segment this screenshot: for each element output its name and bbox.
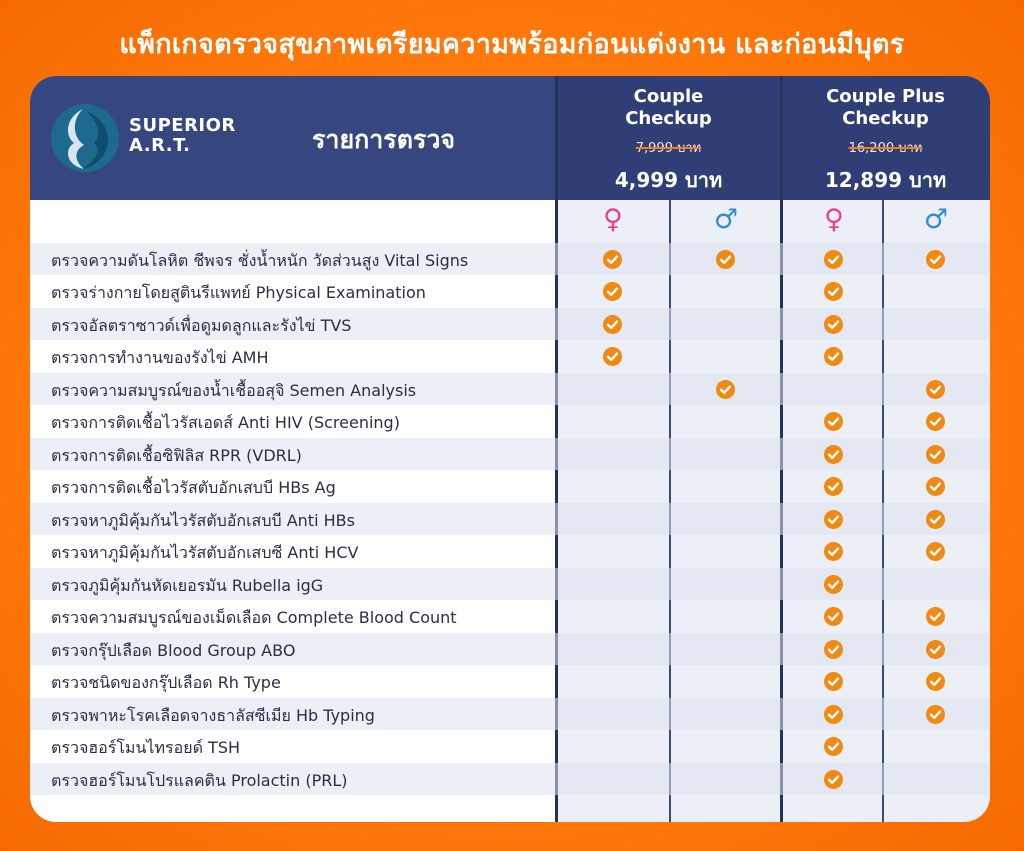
table-row <box>30 438 990 471</box>
table-row <box>30 503 990 536</box>
check-icon <box>603 347 622 366</box>
table-row <box>30 535 990 568</box>
superior-art-logo-icon <box>50 103 120 173</box>
check-icon <box>926 380 945 399</box>
package-couple-checkup <box>556 76 781 200</box>
check-icon <box>824 640 843 659</box>
check-icon <box>824 510 843 529</box>
check-icon <box>824 347 843 366</box>
female-icon: ♀ <box>603 204 623 235</box>
check-icon <box>926 510 945 529</box>
check-icon <box>926 477 945 496</box>
item-label: ตรวจการติดเชื้อไวรัสตับอักเสบบี HBs Ag <box>51 478 336 497</box>
table-row <box>30 730 990 763</box>
item-label: ตรวจหาภูมิคุ้มกันไวรัสตับอักเสบซี Anti HCV <box>51 543 359 562</box>
item-label: ตรวจความสมบูรณ์ของเม็ดเลือด Complete Blood Count <box>51 608 457 627</box>
check-icon <box>716 380 735 399</box>
brand-line-1: SUPERIOR <box>129 115 236 136</box>
check-icon <box>824 412 843 431</box>
check-icon <box>926 640 945 659</box>
table-row <box>30 308 990 341</box>
table-row <box>30 373 990 406</box>
item-label: ตรวจความสมบูรณ์ของน้ำเชื้ออสุจิ Semen Analysis <box>51 380 417 400</box>
check-icon <box>824 445 843 464</box>
price: 12,899 บาท <box>824 168 947 192</box>
check-icon <box>824 542 843 561</box>
check-icon <box>716 250 735 269</box>
item-label: ตรวจฮอร์โมนโปรแลคติน Prolactin (PRL) <box>51 770 348 790</box>
table-row <box>30 243 990 276</box>
brand-name <box>129 116 236 156</box>
package-name-line-2: Checkup <box>842 108 929 129</box>
item-label: ตรวจการติดเชื้อซิฟิลิส RPR (VDRL) <box>51 445 302 465</box>
page-title: แพ็กเกจตรวจสุขภาพเตรียมความพร้อมก่อนแต่งงาน และก่อนมีบุตร <box>119 29 905 60</box>
check-icon <box>824 282 843 301</box>
table-row <box>30 405 990 438</box>
item-label: ตรวจการติดเชื้อไวรัสเอดส์ Anti HIV (Screening) <box>51 413 400 432</box>
female-icon: ♀ <box>824 204 844 235</box>
item-label: ตรวจพาหะโรคเลือดจางธาลัสซีเมีย Hb Typing <box>51 705 375 725</box>
package-name-line-2: Checkup <box>625 108 712 129</box>
item-label: ตรวจฮอร์โมนไทรอยด์ TSH <box>51 738 240 757</box>
package-name-line-1: Couple Plus <box>826 86 945 107</box>
check-icon <box>824 575 843 594</box>
item-label: ตรวจภูมิคุ้มกันหัดเยอรมัน Rubella igG <box>51 575 324 595</box>
table-row <box>30 340 990 373</box>
table-row <box>30 275 990 308</box>
table-row <box>30 568 990 601</box>
item-label: ตรวจกรุ๊ปเลือด Blood Group ABO <box>51 640 296 660</box>
check-icon <box>824 737 843 756</box>
item-label: ตรวจร่างกายโดยสูตินรีแพทย์ Physical Examination <box>51 283 426 302</box>
package-couple-plus-checkup <box>781 76 990 200</box>
male-icon: ♂ <box>923 204 949 235</box>
check-icon <box>824 477 843 496</box>
check-icon <box>926 412 945 431</box>
check-icon <box>926 445 945 464</box>
item-label: ตรวจชนิดของกรุ๊ปเลือด Rh Type <box>51 673 281 692</box>
table-row <box>30 470 990 503</box>
male-icon: ♂ <box>713 204 739 235</box>
table-header <box>30 76 990 200</box>
check-icon <box>603 315 622 334</box>
price: 4,999 บาท <box>614 168 723 192</box>
check-icon <box>824 672 843 691</box>
list-heading: รายการตรวจ <box>312 125 456 154</box>
gender-row <box>30 200 990 242</box>
table-row <box>30 600 990 633</box>
table-row <box>30 698 990 731</box>
old-price: 7,999 บาท <box>635 141 702 156</box>
check-icon <box>603 282 622 301</box>
check-icon <box>926 672 945 691</box>
table-row <box>30 633 990 666</box>
check-icon <box>926 542 945 561</box>
check-icon <box>824 770 843 789</box>
table-row <box>30 763 990 796</box>
check-icon <box>926 705 945 724</box>
check-icon <box>824 250 843 269</box>
item-label: ตรวจความดันโลหิต ชีพจร ชั่งน้ำหนัก วัดส่วนสูง Vital Signs <box>51 250 469 270</box>
table-row <box>30 665 990 698</box>
item-label: ตรวจการทำงานของรังไข่ AMH <box>51 348 269 367</box>
check-icon <box>824 315 843 334</box>
item-label: ตรวจอัลตราซาวด์เพื่อดูมดลูกและรังไข่ TVS <box>51 315 352 335</box>
check-icon <box>926 250 945 269</box>
check-icon <box>824 607 843 626</box>
check-icon <box>926 607 945 626</box>
check-icon <box>603 250 622 269</box>
check-icon <box>824 705 843 724</box>
item-label: ตรวจหาภูมิคุ้มกันไวรัสตับอักเสบบี Anti HBs <box>51 510 355 530</box>
old-price: 16,200 บาท <box>848 141 923 156</box>
package-name-line-1: Couple <box>633 86 704 107</box>
package-table-card <box>30 76 990 822</box>
brand-line-2: A.R.T. <box>129 135 191 156</box>
